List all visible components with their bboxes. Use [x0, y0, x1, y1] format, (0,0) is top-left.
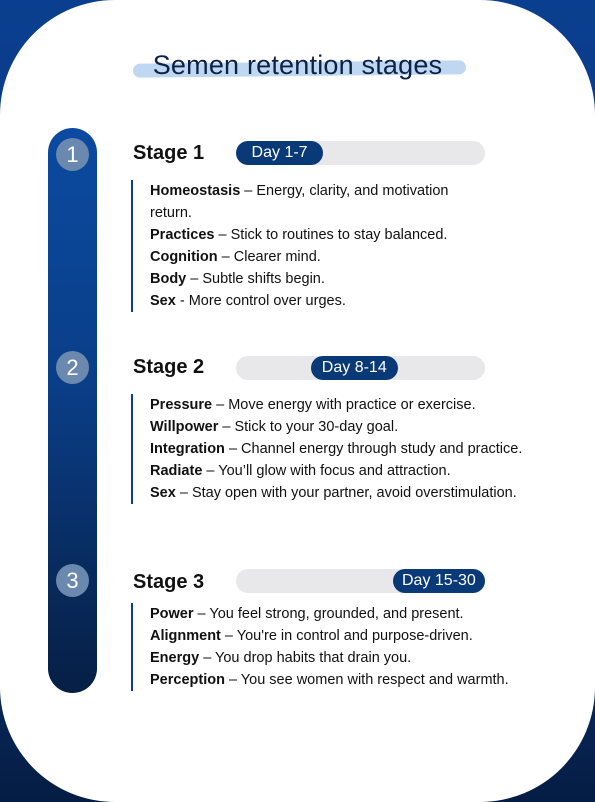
timeline-rail [48, 128, 97, 693]
stage-title-2: Stage 2 [133, 356, 205, 378]
list-item: Sex - More control over urges. [150, 293, 346, 309]
stage-progress-track-3 [236, 569, 485, 593]
stage-number-2: 2 [56, 351, 89, 384]
list-item: Integration – Channel energy through study and practice. [150, 441, 523, 457]
list-item: Radiate – You’ll glow with focus and attraction. [150, 463, 451, 479]
stage-days-pill-2: Day 8-14 [311, 356, 398, 380]
stage-progress-track-2 [236, 356, 485, 380]
list-item: Practices – Stick to routines to stay balanced. [150, 227, 448, 243]
stage-details-2 [131, 394, 561, 504]
list-item: Willpower – Stick to your 30-day goal. [150, 419, 399, 435]
stage-title-1: Stage 1 [133, 142, 205, 164]
title-wrap [0, 50, 595, 81]
stage-details-1 [131, 180, 561, 312]
list-item: Body – Subtle shifts begin. [150, 271, 325, 287]
list-item: Perception – You see women with respect and warmth. [150, 672, 509, 688]
stage-details-3 [131, 603, 561, 691]
page-title: Semen retention stages [152, 50, 443, 80]
list-item: Homeostasis – Energy, clarity, and motivation return. [150, 183, 449, 221]
list-item: Power – You feel strong, grounded, and present. [150, 606, 464, 622]
stage-number-1: 1 [56, 138, 89, 171]
stage-number-3: 3 [56, 564, 89, 597]
list-item: Pressure – Move energy with practice or exercise. [150, 397, 476, 413]
list-item: Cognition – Clearer mind. [150, 249, 321, 265]
stage-progress-track-1 [236, 141, 485, 165]
stage-days-pill-1: Day 1-7 [236, 141, 323, 165]
list-item: Sex – Stay open with your partner, avoid overstimulation. [150, 485, 517, 501]
stage-title-3: Stage 3 [133, 571, 205, 593]
list-item: Alignment – You're in control and purpose-driven. [150, 628, 473, 644]
stage-days-pill-3: Day 15-30 [393, 569, 485, 593]
list-item: Energy – You drop habits that drain you. [150, 650, 412, 666]
